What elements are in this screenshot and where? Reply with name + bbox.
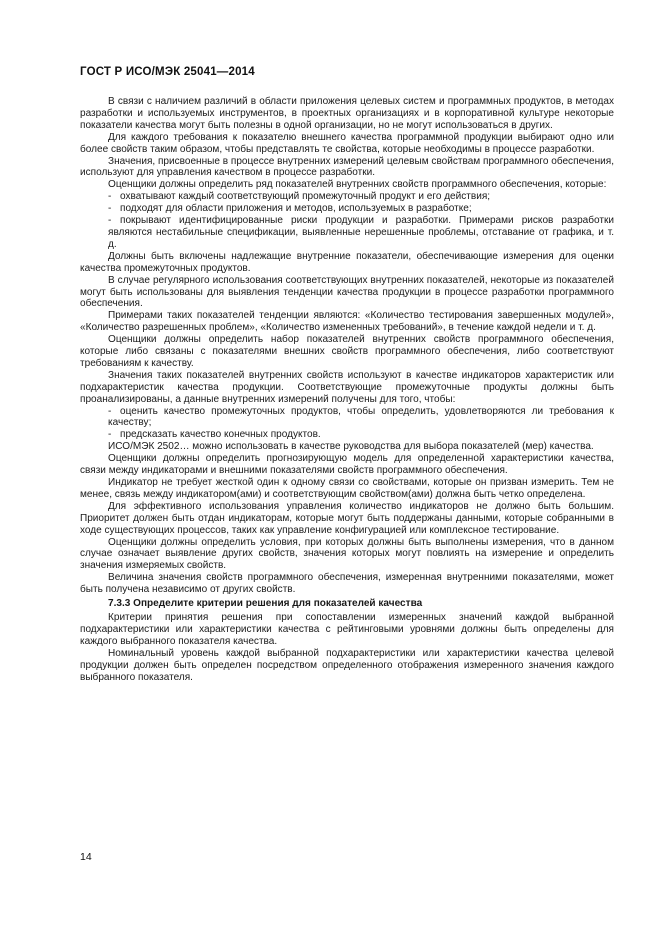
list-item	[80, 203, 614, 215]
list-dash: -	[108, 191, 112, 203]
paragraph: Примерами таких показателей тенденции являются: «Количество тестирования завершенных модулей», «Количество разрешенных проблем», «Количество измененных требований», в течение каждой недели и т. д.	[80, 310, 614, 334]
paragraph: Для каждого требования к показателю внешнего качества программной продукции выбирают одно или более свойств таким образом, чтобы представлять те свойства, которые необходимы в процессе разработки.	[80, 131, 614, 155]
list-item	[80, 215, 614, 251]
list-dash: -	[108, 215, 112, 227]
paragraph: В случае регулярного использования соответствующих внутренних показателей, некоторые из показателей могут быть использованы для выявления тенденции качества продукции в процессе разработки программного обеспечения.	[80, 274, 614, 310]
paragraph: Оценщики должны определить набор показателей внутренних свойств программного обеспечения, которые либо связаны с показателями внешних свойств программного обеспечения, либо соответствуют требованиям к качеству.	[80, 334, 614, 369]
list-dash: -	[108, 429, 112, 441]
paragraph: Номинальный уровень каждой выбранной подхарактеристики или характеристики качества целевой продукции должен быть определен посредством определенного отображения измеренного значения каждого выбранного показателя.	[80, 647, 614, 683]
page-number: 14	[80, 851, 92, 863]
section-heading: 7.3.3 Определите критерии решения для показателей качества	[108, 598, 423, 610]
document-body	[80, 96, 614, 683]
list-item-text: охватывают каждый соответствующий промежуточный продукт и его действия;	[120, 191, 491, 203]
paragraph: Значения, присвоенные в процессе внутренних измерений целевым свойствам программного обеспечения, используют для управления качеством в процессе разработки.	[80, 155, 614, 179]
paragraph: Значения таких показателей внутренних свойств используют в качестве индикаторов характеристик или подхарактеристик качества продукции. Соответствующие промежуточные продукты должны быть проанализированы, а данные внутренних измерений получены для того, чтобы:	[80, 369, 614, 405]
paragraph: Для эффективного использования управления количество индикаторов не должно быть большим. Приоритет должен быть отдан индикаторам, которые могут быть поддержаны данными, которые собранными в ходе существующих процессов, таких как управление конфигурацией или комплексное тестирование.	[80, 500, 614, 536]
list-item-text: предсказать качество конечных продуктов.	[120, 429, 321, 441]
paragraph: В связи с наличием различий в области приложения целевых систем и программных продуктов, в методах разработки и используемых инструментов, в проектных организациях и в корпоративной культуре некоторые показатели качества могут быть полезны в одной организации, но не могут использоваться в других.	[80, 96, 614, 131]
list-item-text: оценить качество промежуточных продуктов, чтобы определить, удовлетворяются ли требования к качеству;	[108, 405, 614, 429]
list-item	[80, 406, 614, 430]
paragraph: ИСО/МЭК 2502… можно использовать в качестве руководства для выбора показателей (мер) качества.	[108, 441, 594, 453]
paragraph: Оценщики должны определить ряд показателей внутренних свойств программного обеспечения, которые:	[108, 179, 607, 191]
list-dash: -	[108, 203, 112, 215]
list-item	[80, 191, 614, 203]
paragraph: Индикатор не требует жесткой один к одному связи со свойствами, которые он призван измерить. Тем не менее, связь между индикатором(ами) и соответствующим свойством(ами) должна быть четко определена.	[80, 477, 614, 500]
list-dash: -	[108, 405, 112, 417]
paragraph: Критерии принятия решения при сопоставлении измеренных значений каждой выбранной подхарактеристики или характеристики качества с рейтинговыми уровнями должны быть определены для каждого выбранного показателя качества.	[80, 611, 614, 647]
paragraph: Величина значения свойств программного обеспечения, измеренная внутренними показателями, может быть получена независимо от других свойств.	[80, 572, 614, 596]
paragraph: Оценщики должны определить прогнозирующую модель для определенной характеристики качества, связи между индикаторами и внешними показателями свойств программного обеспечения.	[80, 453, 614, 477]
document-header: ГОСТ Р ИСО/МЭК 25041—2014	[80, 66, 255, 78]
list-item-text: покрывают идентифицированные риски продукции и разработки. Примерами рисков разработки являются нестабильные спецификации, выявленные нерешенные проблемы, отставание от графика, и т. д.	[108, 215, 614, 250]
list-item	[80, 429, 614, 441]
paragraph: Оценщики должны определить условия, при которых должны быть выполнены измерения, что в данном случае означает выявление других свойств, значения которых могут повлиять на измерение и определить значения измеряемых свойств.	[80, 536, 614, 572]
paragraph: Должны быть включены надлежащие внутренние показатели, обеспечивающие измерения для оценки качества промежуточных продуктов.	[80, 250, 614, 274]
list-item-text: подходят для области приложения и методов, используемых в разработке;	[120, 203, 472, 215]
